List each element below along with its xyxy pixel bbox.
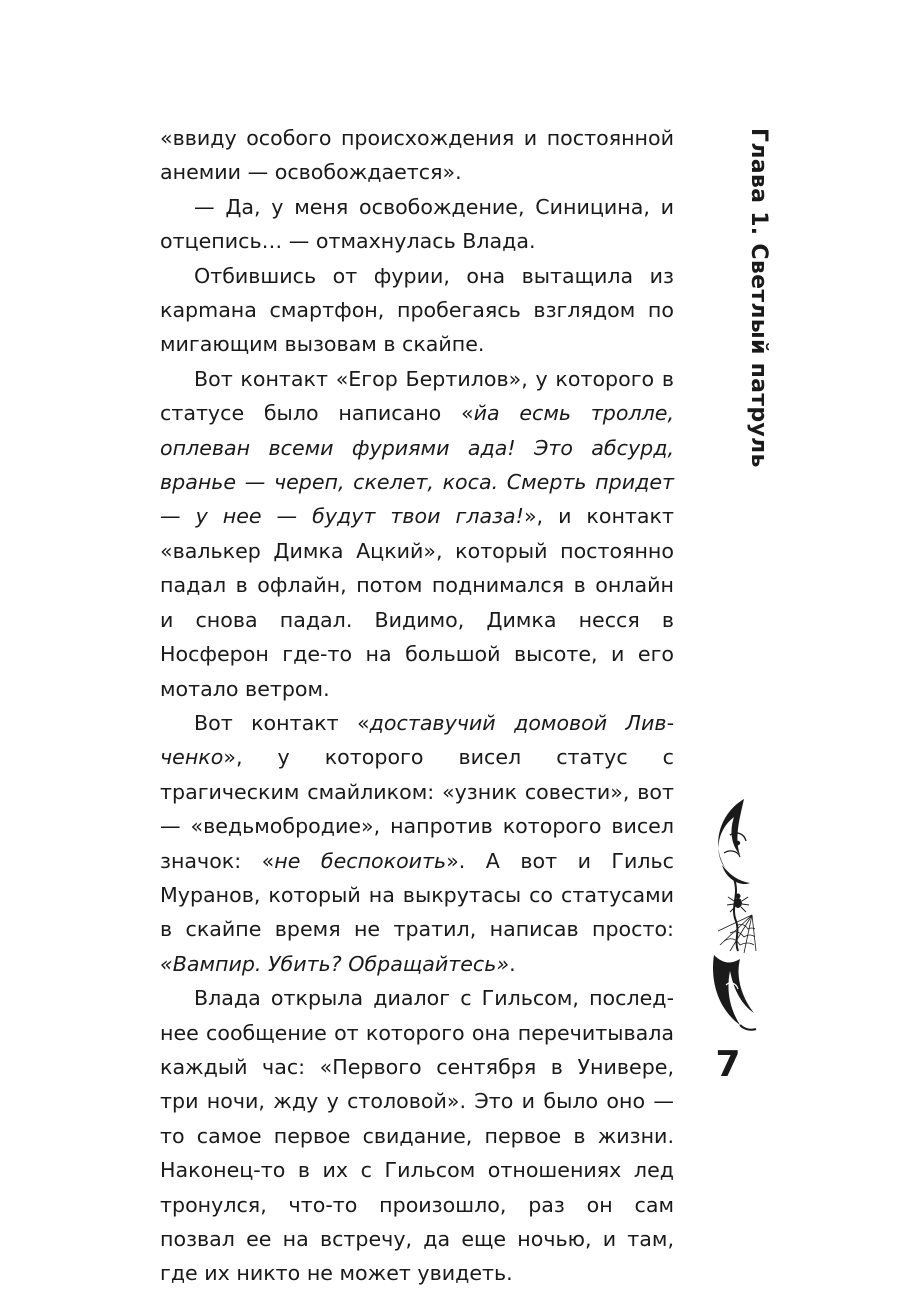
text-segment: Вот контакт «	[194, 710, 370, 735]
paragraph	[160, 190, 674, 259]
running-head	[744, 128, 774, 468]
text-segment: Отбившись от фурии, она вытащила из карmана смартфон, пробегаясь взглядом по мигающим вызовам в скайпе.	[160, 263, 674, 357]
text-segment: — Да, у меня освобождение, Синицина, и отцепись… — отмахнулась Влада.	[160, 194, 674, 254]
text-segment: Влада открыла диалог с Гильсом, последнее сообщение от которого она перечитывала каждый час: «Первого сентября в Универе, три ночи, жду у столовой». Это и было оно — то самое первое свидание, первое в жизни. Наконец-то в их с Гильсом отношениях лед тронулся, что-то произошло, раз он сам позвал ее на встречу, да еще ночью, и там, где их никто не может увидеть.	[160, 986, 674, 1286]
running-head-text: Глава 1. Светлый патруль	[746, 128, 771, 468]
italic-text-segment: не беспокоить	[274, 848, 447, 873]
page-number: 7	[715, 1044, 741, 1085]
text-segment: ». А вот и Гильс Муранов, который на выкрутасы со статусами в скайпе время не тратил, написав просто:	[160, 848, 674, 942]
paragraph	[160, 259, 674, 362]
text-segment: », у которого висел статус с трагическим смайликом: «узник совести», вот — «ведьмобродие», напротив которого висел значок: «	[160, 745, 674, 873]
body-text	[160, 121, 674, 1291]
text-segment: », и контакт «валькер Димка Ацкий», который постоянно падал в офлайн, потом поднимался в онлайн и снова падал. Видимо, Димка несся в Носферон где-то на большой высоте, и его мотало ветром.	[160, 504, 674, 701]
italic-text-segment: йа есмь тролле, оплеван всеми фуриями ада! Это абсурд, вранье — череп, скелет, коса. Смерть придет — у нее — будут твои глаза!	[160, 401, 674, 529]
paragraph	[160, 981, 674, 1291]
italic-text-segment: доставучий домовой Ливченко	[160, 710, 674, 770]
paragraph	[160, 706, 674, 981]
italic-text-segment: «Вампир. Убить? Обращайтесь»	[160, 951, 510, 976]
paragraph	[160, 121, 674, 190]
text-segment: .	[509, 951, 516, 976]
text-segment: Вот контакт «Егор Бертилов», у которого в статусе было написано «	[160, 366, 674, 426]
text-segment: «ввиду особого происхождения и постоянной анемии — освобождается».	[160, 126, 674, 185]
gothic-spiderweb-ornament-icon	[700, 795, 760, 1035]
paragraph	[160, 362, 674, 706]
